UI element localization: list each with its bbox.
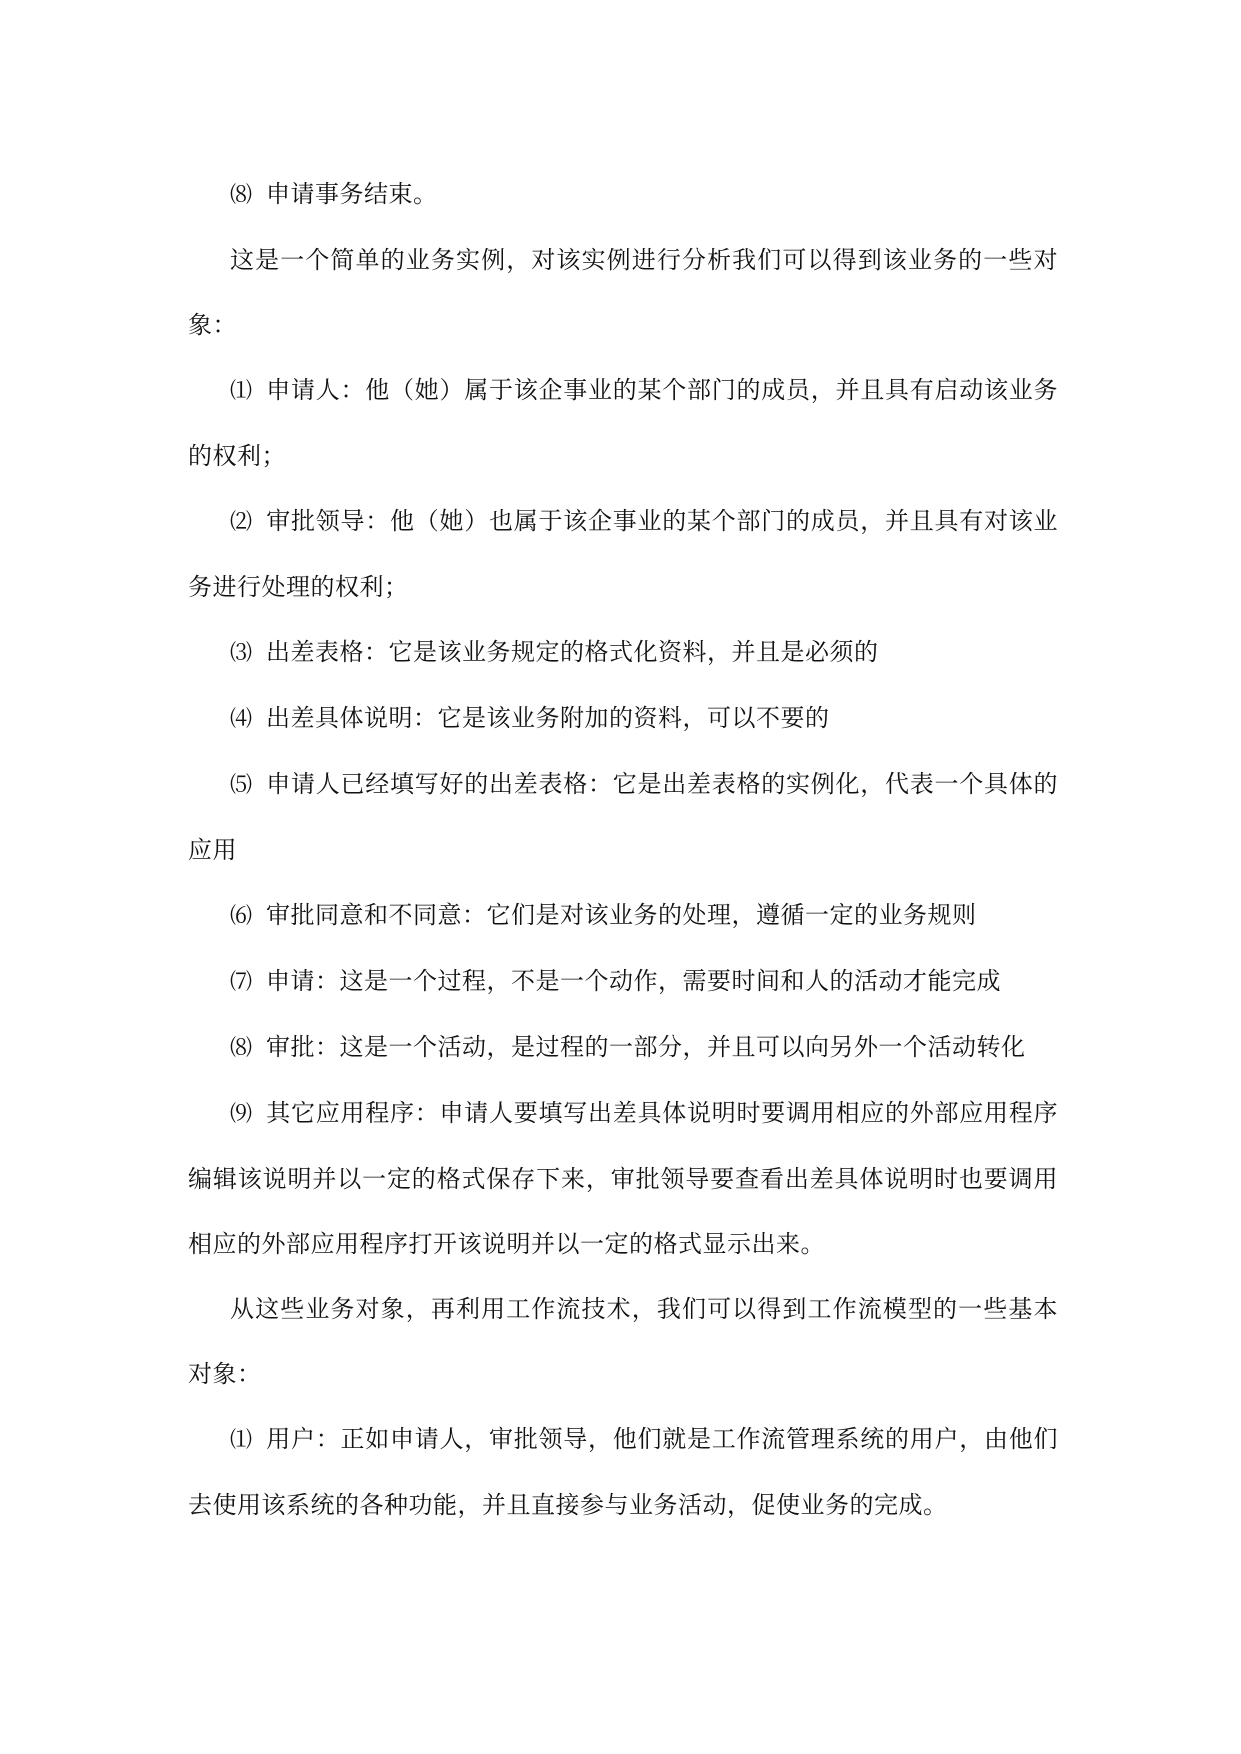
paragraph-intro-objects [188,228,1058,358]
paragraph-text: 审批领导：他（她）也属于该企事业的某个部门的成员，并且具有对该业务进行处理的权利； [188,507,1058,601]
paragraph-workflow-objects [188,1277,1058,1407]
list-item-filled-form [188,752,1058,883]
list-item-travel-details [188,686,1058,752]
paragraph-text: 申请人：他（她）属于该企事业的某个部门的成员，并且具有启动该业务的权利； [188,376,1058,470]
paragraph-text: 出差具体说明：它是该业务附加的资料，可以不要的 [266,704,830,732]
item-number: ⑹ [230,904,253,929]
document-page [188,162,1058,1538]
list-item-approval-activity [188,1015,1058,1081]
paragraph-text: 这是一个简单的业务实例，对该实例进行分析我们可以得到该业务的一些对象： [188,246,1058,339]
item-number: ⑸ [230,773,253,798]
paragraph-text: 申请：这是一个过程，不是一个动作，需要时间和人的活动才能完成 [266,967,1001,995]
paragraph-step-8-end [188,162,1058,228]
item-number: ⑺ [230,970,253,995]
paragraph-text: 从这些业务对象，再利用工作流技术，我们可以得到工作流模型的一些基本对象： [188,1295,1058,1388]
paragraph-text: 其它应用程序：申请人要填写出差具体说明时要调用相应的外部应用程序编辑该说明并以一定的格式保存下来，审批领导要查看出差具体说明时也要调用相应的外部应用程序打开该说明并以一定的格式显示出来。 [188,1099,1058,1258]
paragraph-text: 审批同意和不同意：它们是对该业务的处理，遵循一定的业务规则 [266,901,977,929]
list-item-other-applications [188,1081,1058,1277]
paragraph-text: 用户：正如申请人，审批领导，他们就是工作流管理系统的用户，由他们去使用该系统的各种功能，并且直接参与业务活动，促使业务的完成。 [188,1425,1058,1519]
paragraph-text: 出差表格：它是该业务规定的格式化资料，并且是必须的 [266,638,879,666]
list-item-user [188,1407,1058,1538]
paragraph-text: 审批：这是一个活动，是过程的一部分，并且可以向另外一个活动转化 [266,1033,1026,1061]
item-number: ⑻ [230,1036,253,1061]
item-number: ⑻ [230,183,253,208]
item-number: ⑷ [230,707,253,732]
list-item-approver [188,489,1058,620]
paragraph-text: 申请事务结束。 [266,180,438,208]
list-item-travel-form [188,620,1058,686]
paragraph-text: 申请人已经填写好的出差表格：它是出差表格的实例化，代表一个具体的应用 [188,770,1058,864]
item-number: ⑼ [230,1102,253,1127]
item-number: ⑵ [230,510,253,535]
item-number: ⑴ [230,1428,253,1453]
list-item-approval-decision [188,883,1058,949]
item-number: ⑴ [230,379,253,404]
item-number: ⑶ [230,641,253,666]
list-item-application-process [188,949,1058,1015]
list-item-applicant [188,358,1058,489]
